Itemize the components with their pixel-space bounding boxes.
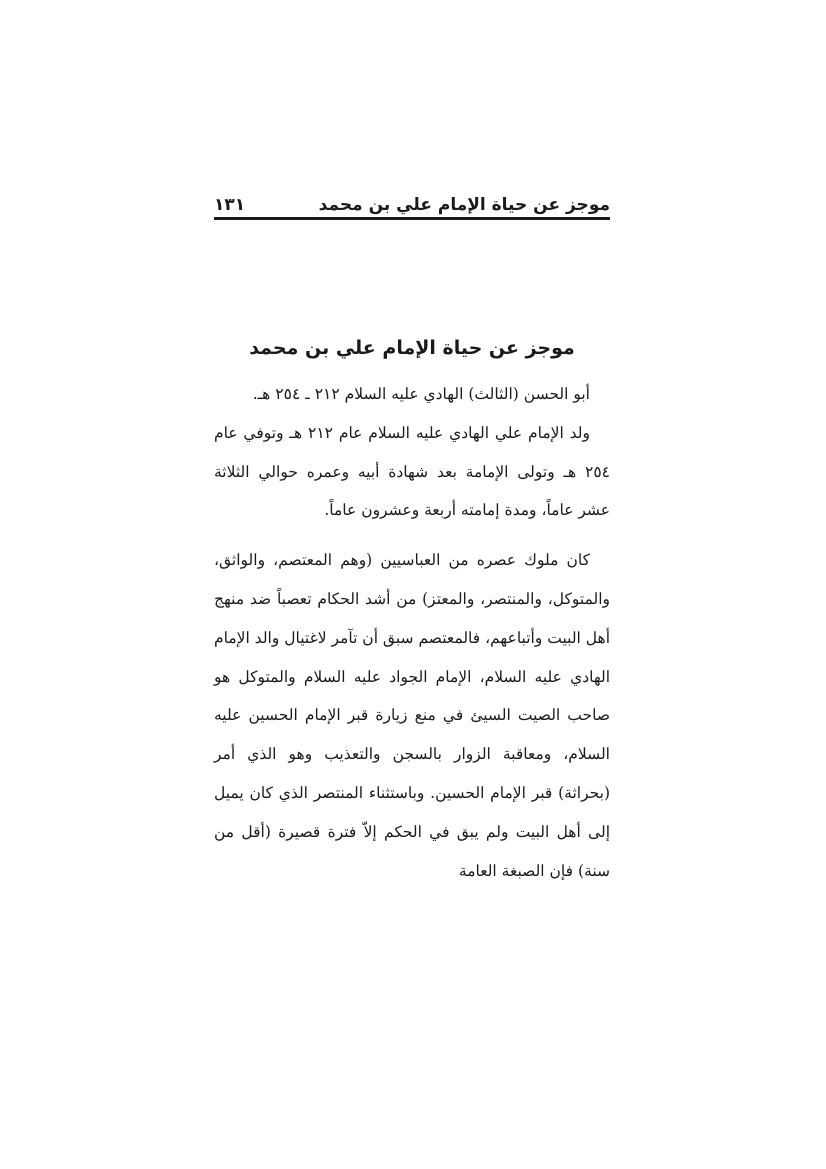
paragraph-intro: أبو الحسن (الثالث) الهادي عليه السلام ٢١٢ ـ ٢٥٤ هـ.: [252, 385, 590, 403]
paragraph-birth: ولد الإمام علي الهادي عليه السلام عام ٢١٢ هـ وتوفي عام ٢٥٤ هـ وتولى الإمامة بعد شهادة أبيه وعمره حوالي الثلاثة عشر عاماً، ومدة إمامته أربعة وعشرون عاماً.: [214, 423, 610, 520]
header-divider: [214, 217, 610, 220]
paragraph-rulers: كان ملوك عصره من العباسيين (وهم المعتصم، والواثق، والمتوكل، والمنتصر، والمعتز) من أشد الحكام تعصباً ضد منهج أهل البيت وأتباعهم، فالمعتصم سبق أن تآمر لاغتيال والد الإمام الهادي عليه السلام، الإمام الجواد عليه السلام والمتوكل هو صاحب الصيت السيئ في منع زيارة قبر الإمام الحسين عليه السلام، ومعاقبة الزوار بالسجن والتعذيب وهو الذي أمر (بحراثة) قبر الإمام الحسين. وباستثناء المنتصر الذي كان يميل إلى أهل البيت ولم يبق في الحكم إلاّ فترة قصيرة (أقل من سنة) فإن الصبغة العامة: [214, 551, 610, 880]
running-header: [214, 190, 610, 218]
page-number: ١٣١: [214, 195, 246, 215]
running-header-title: موجز عن حياة الإمام علي بن محمد: [318, 195, 610, 215]
chapter-title: موجز عن حياة الإمام علي بن محمد: [249, 337, 575, 359]
body-text: [214, 375, 610, 890]
